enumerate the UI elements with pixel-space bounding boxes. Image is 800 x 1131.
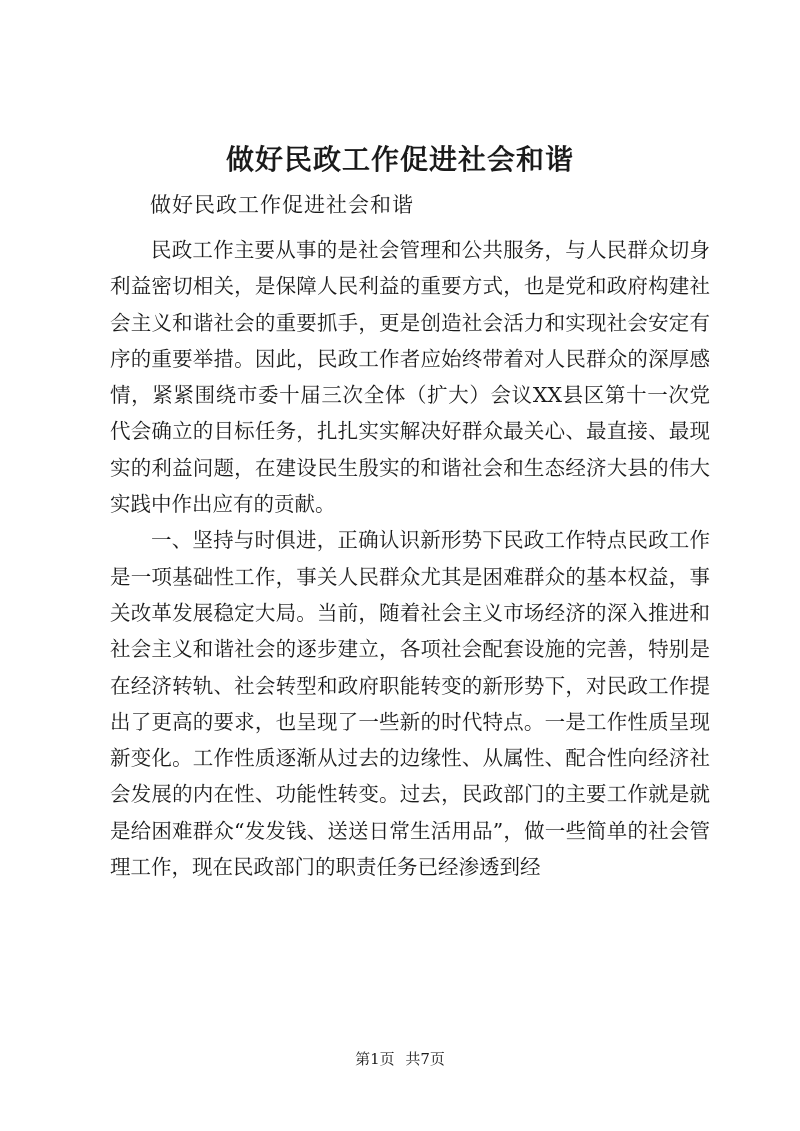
page-total: 共7页	[405, 1050, 445, 1068]
body-paragraph-1: 民政工作主要从事的是社会管理和公共服务，与人民群众切身利益密切相关，是保障人民利益的重要方式，也是党和政府构建社会主义和谐社会的重要抓手，更是创造社会活力和实现社会安定有序的重要举措。因此，民政工作者应始终带着对人民群众的深厚感情，紧紧围绕市委十届三次全体（扩大）会议XX县区第十一次党代会确立的目标任务，扎扎实实解决好群众最关心、最直接、最现实的利益问题，在建设民生殷实的和谐社会和生态经济大县的伟大实践中作出应有的贡献。	[110, 238, 710, 517]
body-paragraph-2: 一、坚持与时俱进，正确认识新形势下民政工作特点民政工作是一项基础性工作，事关人民群众尤其是困难群众的基本权益，事关改革发展稳定大局。当前，随着社会主义市场经济的深入推进和社会主义和谐社会的逐步建立，各项社会配套设施的完善，特别是在经济转轨、社会转型和政府职能转变的新形势下，对民政工作提出了更高的要求，也呈现了一些新的时代特点。一是工作性质呈现新变化。工作性质逐渐从过去的边缘性、从属性、配合性向经济社会发展的内在性、功能性转变。过去，民政部门的主要工作就是就是给困难群众“发发钱、送送日常生活用品”，做一些简单的社会管理工作，现在民政部门的职责任务已经渗透到经	[110, 528, 710, 880]
document-subtitle: 做好民政工作促进社会和谐	[150, 193, 414, 217]
page-footer	[0, 1048, 800, 1070]
page-number: 第1页	[355, 1050, 395, 1068]
document-body	[110, 232, 710, 885]
page-title: 做好民政工作促进社会和谐	[225, 143, 574, 176]
